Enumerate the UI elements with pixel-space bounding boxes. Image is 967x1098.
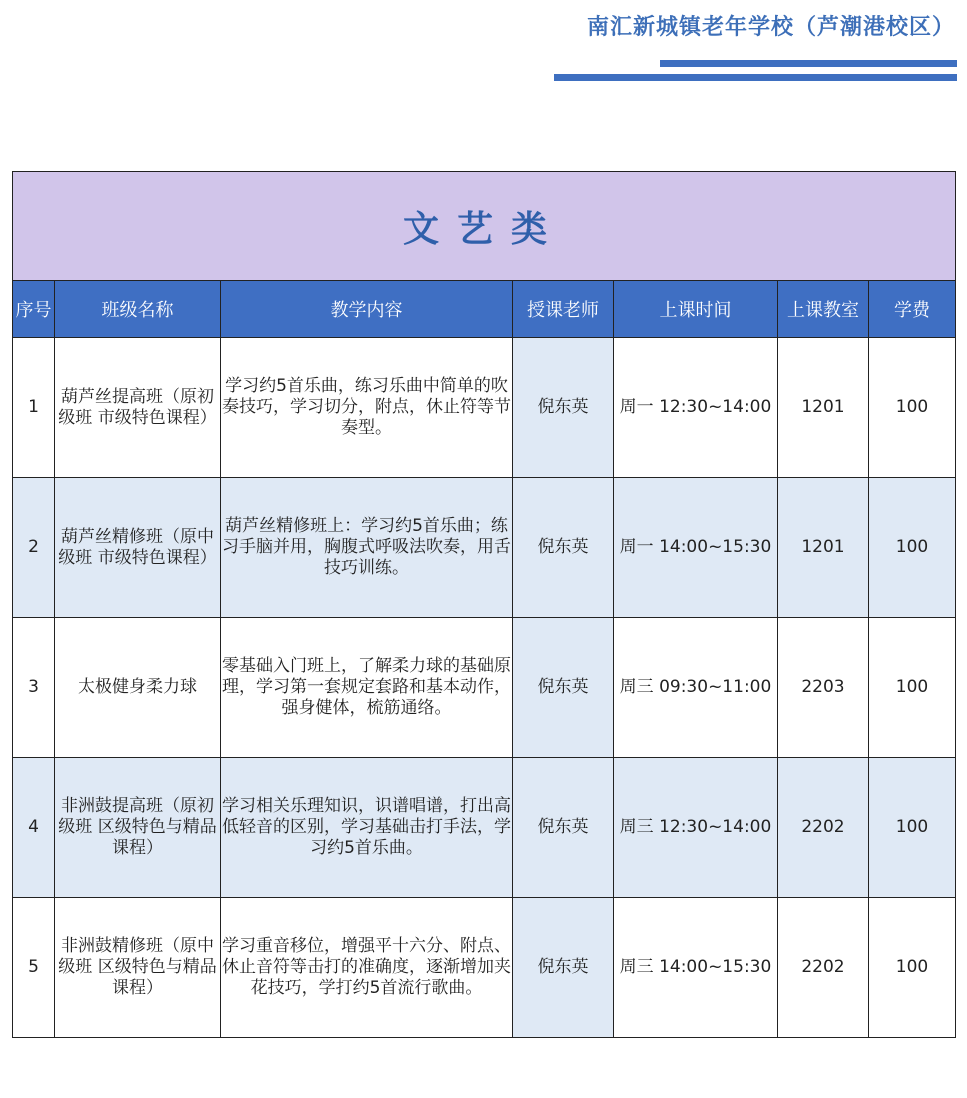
- table-row: [13, 758, 956, 898]
- column-header-fee: 学费: [869, 281, 956, 338]
- class-content: 学习重音移位，增强平十六分、附点、休止音符等击打的准确度，逐渐增加夹花技巧，学打约5首流行歌曲。: [221, 898, 513, 1038]
- class-time: 周三 09:30~11:00: [614, 618, 778, 758]
- decorative-bar-short: [660, 60, 957, 67]
- class-name: 太极健身柔力球: [55, 618, 221, 758]
- teacher-name: 倪东英: [513, 898, 614, 1038]
- row-number: 3: [13, 618, 55, 758]
- teacher-name: 倪东英: [513, 618, 614, 758]
- class-name: 葫芦丝精修班（原中级班 市级特色课程）: [55, 478, 221, 618]
- class-name: 非洲鼓提高班（原初级班 区级特色与精品课程）: [55, 758, 221, 898]
- class-time: 周一 12:30~14:00: [614, 338, 778, 478]
- classroom: 1201: [778, 478, 869, 618]
- column-header-time: 上课时间: [614, 281, 778, 338]
- table-row: [13, 618, 956, 758]
- category-title: 文艺类: [13, 172, 956, 281]
- classroom: 2203: [778, 618, 869, 758]
- column-header-content: 教学内容: [221, 281, 513, 338]
- class-content: 学习相关乐理知识，识谱唱谱，打出高低轻音的区别，学习基础击打手法，学习约5首乐曲。: [221, 758, 513, 898]
- row-number: 2: [13, 478, 55, 618]
- table-row: [13, 478, 956, 618]
- column-header-class-name: 班级名称: [55, 281, 221, 338]
- class-content: 葫芦丝精修班上：学习约5首乐曲；练习手脑并用，胸腹式呼吸法吹奏，用舌技巧训练。: [221, 478, 513, 618]
- class-name: 葫芦丝提高班（原初级班 市级特色课程）: [55, 338, 221, 478]
- column-header-room: 上课教室: [778, 281, 869, 338]
- tuition-fee: 100: [869, 618, 956, 758]
- row-number: 4: [13, 758, 55, 898]
- class-time: 周三 14:00~15:30: [614, 898, 778, 1038]
- column-header-no: 序号: [13, 281, 55, 338]
- tuition-fee: 100: [869, 338, 956, 478]
- table-row: [13, 898, 956, 1038]
- class-time: 周一 14:00~15:30: [614, 478, 778, 618]
- table-header-row: [13, 281, 956, 338]
- class-content: 学习约5首乐曲，练习乐曲中简单的吹奏技巧，学习切分，附点，休止符等节奏型。: [221, 338, 513, 478]
- column-header-teacher: 授课老师: [513, 281, 614, 338]
- class-time: 周三 12:30~14:00: [614, 758, 778, 898]
- school-title: 南汇新城镇老年学校（芦潮港校区）: [586, 15, 955, 40]
- course-table: [12, 171, 956, 1038]
- tuition-fee: 100: [869, 758, 956, 898]
- classroom: 2202: [778, 898, 869, 1038]
- classroom: 2202: [778, 758, 869, 898]
- teacher-name: 倪东英: [513, 478, 614, 618]
- row-number: 1: [13, 338, 55, 478]
- teacher-name: 倪东英: [513, 758, 614, 898]
- class-name: 非洲鼓精修班（原中级班 区级特色与精品课程）: [55, 898, 221, 1038]
- teacher-name: 倪东英: [513, 338, 614, 478]
- classroom: 1201: [778, 338, 869, 478]
- decorative-bar-long: [554, 74, 957, 81]
- table-row: [13, 338, 956, 478]
- row-number: 5: [13, 898, 55, 1038]
- tuition-fee: 100: [869, 478, 956, 618]
- class-content: 零基础入门班上，了解柔力球的基础原理，学习第一套规定套路和基本动作，强身健体，梳筋通络。: [221, 618, 513, 758]
- tuition-fee: 100: [869, 898, 956, 1038]
